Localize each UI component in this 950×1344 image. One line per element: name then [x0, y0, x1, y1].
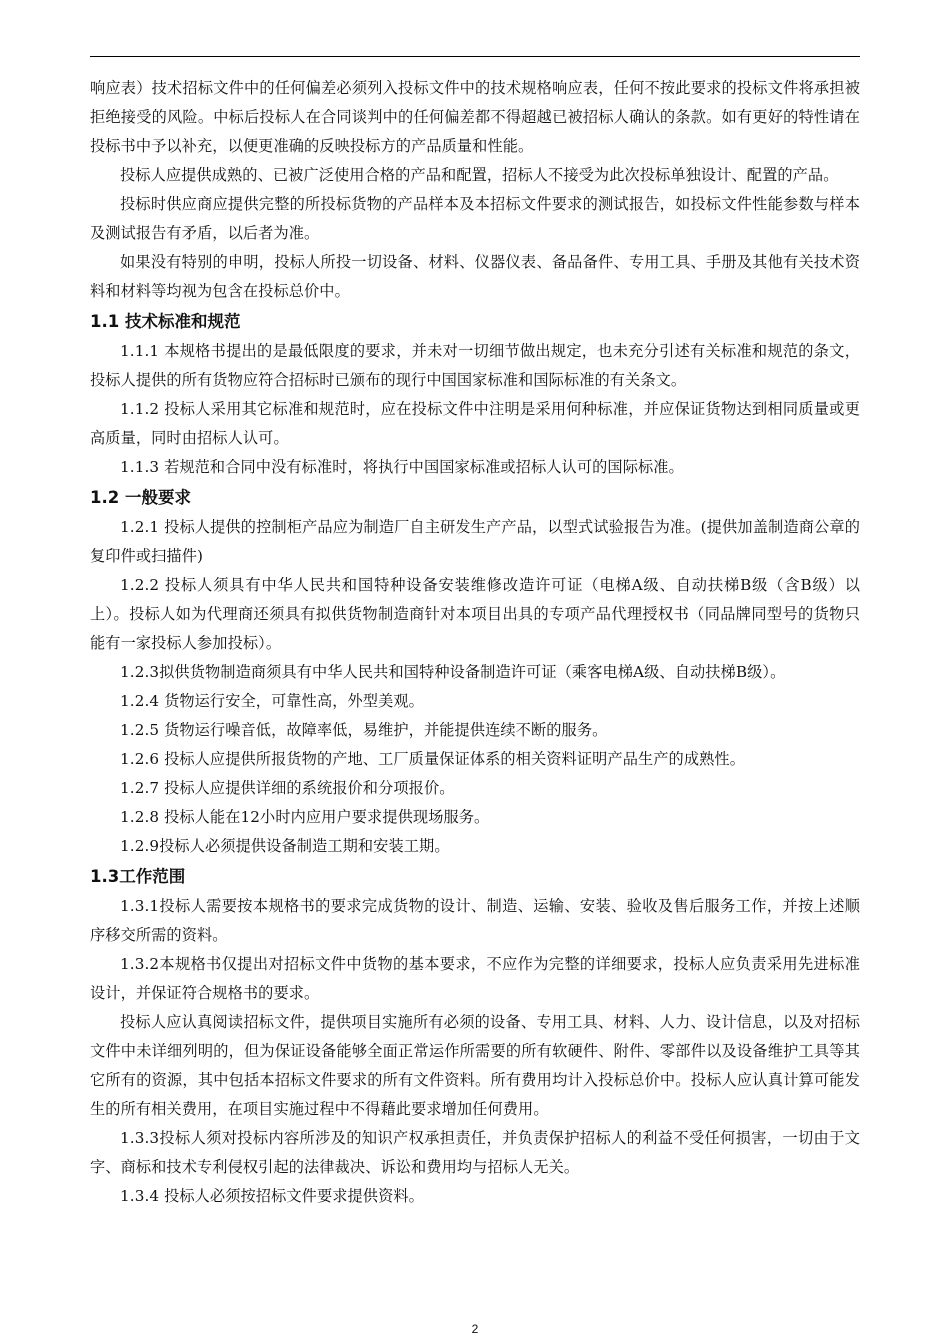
- clause-1-1-1: 1.1.1 本规格书提出的是最低限度的要求，并未对一切细节做出规定，也未充分引述有关标准和规范的条文，投标人提供的所有货物应符合招标时已颁布的现行中国国家标准和国际标准的有关条文。: [90, 342, 860, 389]
- section-heading-1-2: 1.2 一般要求: [90, 488, 191, 507]
- clause-1-3-2: 1.3.2本规格书仅提出对招标文件中货物的基本要求，不应作为完整的详细要求，投标人应负责采用先进标准设计，并保证符合规格书的要求。: [90, 955, 860, 1002]
- paragraph: 投标人应认真阅读招标文件，提供项目实施所有必须的设备、专用工具、材料、人力、设计信息，以及对招标文件中未详细列明的，但为保证设备能够全面正常运作所需要的所有软硬件、附件、零部件以及设备维护工具等其它所有的资源，其中包括本招标文件要求的所有文件资料。所有费用均计入投标总价中。投标人应认真计算可能发生的所有相关费用，在项目实施过程中不得藉此要求增加任何费用。: [90, 1013, 860, 1118]
- paragraph: 投标人应提供成熟的、已被广泛使用合格的产品和配置，招标人不接受为此次投标单独设计、配置的产品。: [120, 166, 839, 184]
- clause-1-2-3: 1.2.3拟供货物制造商须具有中华人民共和国特种设备制造许可证（乘客电梯A级、自动扶梯B级）。: [120, 663, 786, 681]
- clause-1-3-3: 1.3.3投标人须对投标内容所涉及的知识产权承担责任，并负责保护招标人的利益不受任何损害，一切由于文字、商标和技术专利侵权引起的法律裁决、诉讼和费用均与招标人无关。: [90, 1129, 860, 1176]
- clause-1-2-6: 1.2.6 投标人应提供所报货物的产地、工厂质量保证体系的相关资料证明产品生产的成熟性。: [120, 750, 745, 768]
- clause-1-3-4: 1.3.4 投标人必须按招标文件要求提供资料。: [120, 1187, 424, 1205]
- paragraph: 如果没有特别的申明，投标人所投一切设备、材料、仪器仪表、备品备件、专用工具、手册及其他有关技术资料和材料等均视为包含在投标总价中。: [90, 253, 860, 300]
- paragraph: 投标时供应商应提供完整的所投标货物的产品样本及本招标文件要求的测试报告，如投标文件性能参数与样本及测试报告有矛盾，以后者为准。: [90, 195, 860, 242]
- section-heading-1-1: 1.1 技术标准和规范: [90, 312, 241, 331]
- paragraph: 响应表）技术招标文件中的任何偏差必须列入投标文件中的技术规格响应表，任何不按此要求的投标文件将承担被拒绝接受的风险。中标后投标人在合同谈判中的任何偏差都不得超越已被招标人确认的条款。如有更好的特性请在投标书中予以补充，以便更准确的反映投标方的产品质量和性能。: [90, 79, 860, 155]
- clause-1-2-4: 1.2.4 货物运行安全，可靠性高，外型美观。: [120, 692, 424, 710]
- document-body: [90, 74, 860, 1211]
- page-number: 2: [471, 1322, 479, 1336]
- clause-1-2-9: 1.2.9投标人必须提供设备制造工期和安装工期。: [120, 837, 450, 855]
- section-heading-1-3: 1.3工作范围: [90, 867, 186, 886]
- clause-1-2-2: 1.2.2 投标人须具有中华人民共和国特种设备安装维修改造许可证（电梯A级、自动扶梯B级（含B级）以上）。投标人如为代理商还须具有拟供货物制造商针对本项目出具的专项产品代理授权书（同品牌同型号的货物只能有一家投标人参加投标）。: [90, 576, 860, 652]
- clause-1-1-3: 1.1.3 若规范和合同中没有标准时，将执行中国国家标准或招标人认可的国际标准。: [120, 458, 684, 476]
- clause-1-2-1: 1.2.1 投标人提供的控制柜产品应为制造厂自主研发生产产品，以型式试验报告为准。(提供加盖制造商公章的复印件或扫描件): [90, 518, 860, 565]
- clause-1-1-2: 1.1.2 投标人采用其它标准和规范时，应在投标文件中注明是采用何种标准，并应保证货物达到相同质量或更高质量，同时由招标人认可。: [90, 400, 860, 447]
- header-rule: [90, 56, 860, 57]
- clause-1-3-1: 1.3.1投标人需要按本规格书的要求完成货物的设计、制造、运输、安装、验收及售后服务工作，并按上述顺序移交所需的资料。: [90, 897, 860, 944]
- clause-1-2-5: 1.2.5 货物运行噪音低，故障率低，易维护，并能提供连续不断的服务。: [120, 721, 608, 739]
- clause-1-2-8: 1.2.8 投标人能在12小时内应用户要求提供现场服务。: [120, 808, 490, 826]
- clause-1-2-7: 1.2.7 投标人应提供详细的系统报价和分项报价。: [120, 779, 455, 797]
